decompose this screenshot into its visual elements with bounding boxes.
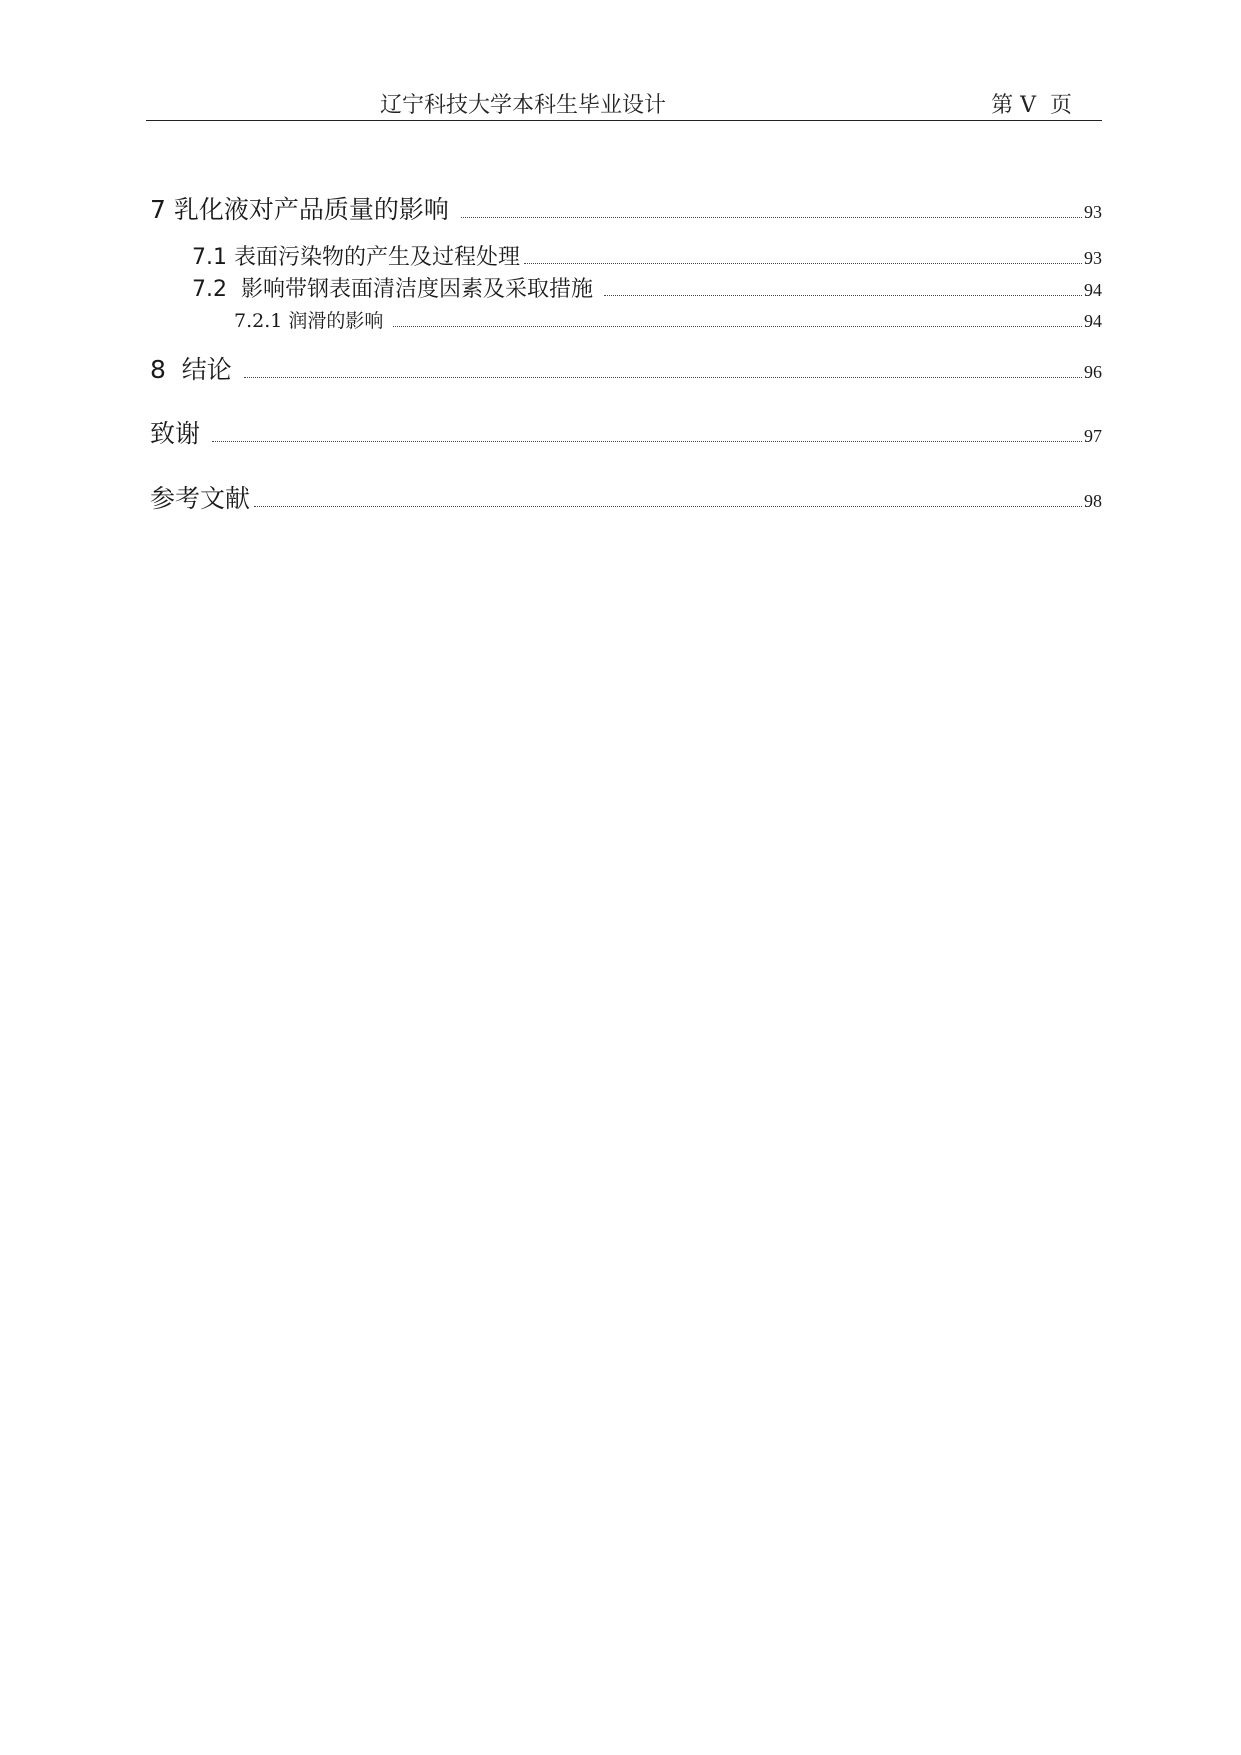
toc-entry-title: 致谢 bbox=[150, 419, 208, 448]
toc-entry-page: 94 bbox=[1084, 311, 1102, 331]
toc-entry-title: 参考文献 bbox=[150, 484, 251, 513]
header-page-number: 第 V 页 bbox=[991, 93, 1072, 118]
toc-entry-page: 94 bbox=[1084, 280, 1102, 300]
toc-entry-title: 7.1 表面污染物的产生及过程处理 bbox=[192, 245, 520, 270]
toc-entry[interactable] bbox=[192, 272, 1102, 303]
toc-leader-dots bbox=[244, 376, 1082, 378]
toc-entry-title: 7 乳化液对产品质量的影响 bbox=[150, 195, 457, 224]
toc-entry[interactable] bbox=[192, 240, 1102, 271]
header-title: 辽宁科技大学本科生毕业设计 bbox=[379, 93, 666, 118]
toc-entry[interactable] bbox=[150, 479, 1102, 515]
toc-leader-dots bbox=[393, 325, 1082, 327]
toc-entry-page: 96 bbox=[1084, 362, 1102, 382]
toc-entry[interactable] bbox=[150, 414, 1102, 450]
toc-entry-page: 93 bbox=[1084, 202, 1102, 222]
toc-entry-title: 7.2 影响带钢表面清洁度因素及采取措施 bbox=[192, 277, 600, 302]
toc-entry[interactable] bbox=[150, 190, 1102, 226]
toc-entry[interactable] bbox=[234, 306, 1102, 333]
toc-leader-dots bbox=[461, 216, 1082, 218]
toc-leader-dots bbox=[604, 294, 1082, 296]
toc-leader-dots bbox=[524, 262, 1082, 264]
toc-entry-page: 98 bbox=[1084, 491, 1102, 511]
toc-entry-page: 97 bbox=[1084, 426, 1102, 446]
toc-leader-dots bbox=[212, 440, 1082, 442]
toc-entry[interactable] bbox=[150, 350, 1102, 386]
toc-entry-title: 7.2.1 润滑的影响 bbox=[234, 310, 390, 332]
toc-leader-dots bbox=[254, 505, 1082, 507]
toc-entry-title: 8 结论 bbox=[150, 355, 240, 384]
page-header bbox=[146, 86, 1102, 121]
toc-entry-page: 93 bbox=[1084, 248, 1102, 268]
